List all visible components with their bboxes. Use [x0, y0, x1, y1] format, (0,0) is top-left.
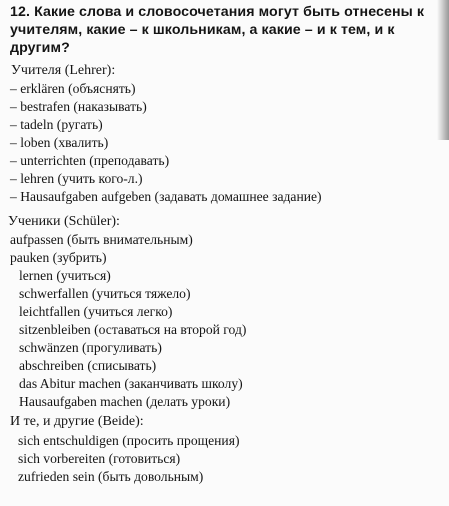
- list-item: aufpassen (быть внимательным): [10, 232, 193, 247]
- list-item: Hausaufgaben machen (делать уроки): [19, 394, 231, 409]
- heading-line-3: другим?: [10, 40, 70, 56]
- list-item: sich entschuldigen (просить прощения): [18, 433, 240, 448]
- list-item: das Abitur machen (заканчивать школу): [19, 376, 243, 391]
- list-item: – erklären (объяснять): [10, 81, 136, 96]
- both-word-list: [18, 432, 239, 486]
- list-item: – Hausaufgaben aufgeben (задавать домашнее задание): [10, 189, 322, 204]
- list-item: sich vorbereiten (готовиться): [18, 451, 181, 466]
- list-item: leichtfallen (учиться легко): [19, 304, 173, 319]
- exercise-heading: [10, 3, 440, 57]
- heading-line-1: 12. Какие слова и словосочетания могут быть отнесены к: [10, 4, 425, 20]
- list-item: – bestrafen (наказывать): [10, 99, 147, 114]
- section-title-teachers: Учителя (Lehrer):: [11, 63, 116, 78]
- list-item: – unterrichten (преподавать): [10, 153, 170, 168]
- list-item: abschreiben (списывать): [19, 358, 157, 373]
- list-item: lernen (учиться): [19, 268, 111, 283]
- list-item: – tadeln (ругать): [10, 117, 103, 132]
- list-item: schwänzen (прогуливать): [19, 340, 162, 355]
- list-item: zufrieden sein (быть довольным): [18, 469, 204, 484]
- list-item: pauken (зубрить): [10, 250, 107, 265]
- list-item: schwerfallen (учиться тяжело): [19, 286, 191, 301]
- list-item: – lehren (учить кого-л.): [10, 171, 143, 186]
- section-title-both: И те, и другие (Beide):: [10, 414, 144, 429]
- students-word-list: [10, 231, 246, 411]
- heading-line-2: учителям, какие – к школьникам, а какие – и к тем, и к: [10, 22, 395, 38]
- teachers-word-list: [10, 80, 322, 206]
- list-item: sitzenbleiben (оставаться на второй год): [19, 322, 247, 337]
- list-item: – loben (хвалить): [10, 135, 109, 150]
- section-title-students: Ученики (Schüler):: [8, 214, 120, 229]
